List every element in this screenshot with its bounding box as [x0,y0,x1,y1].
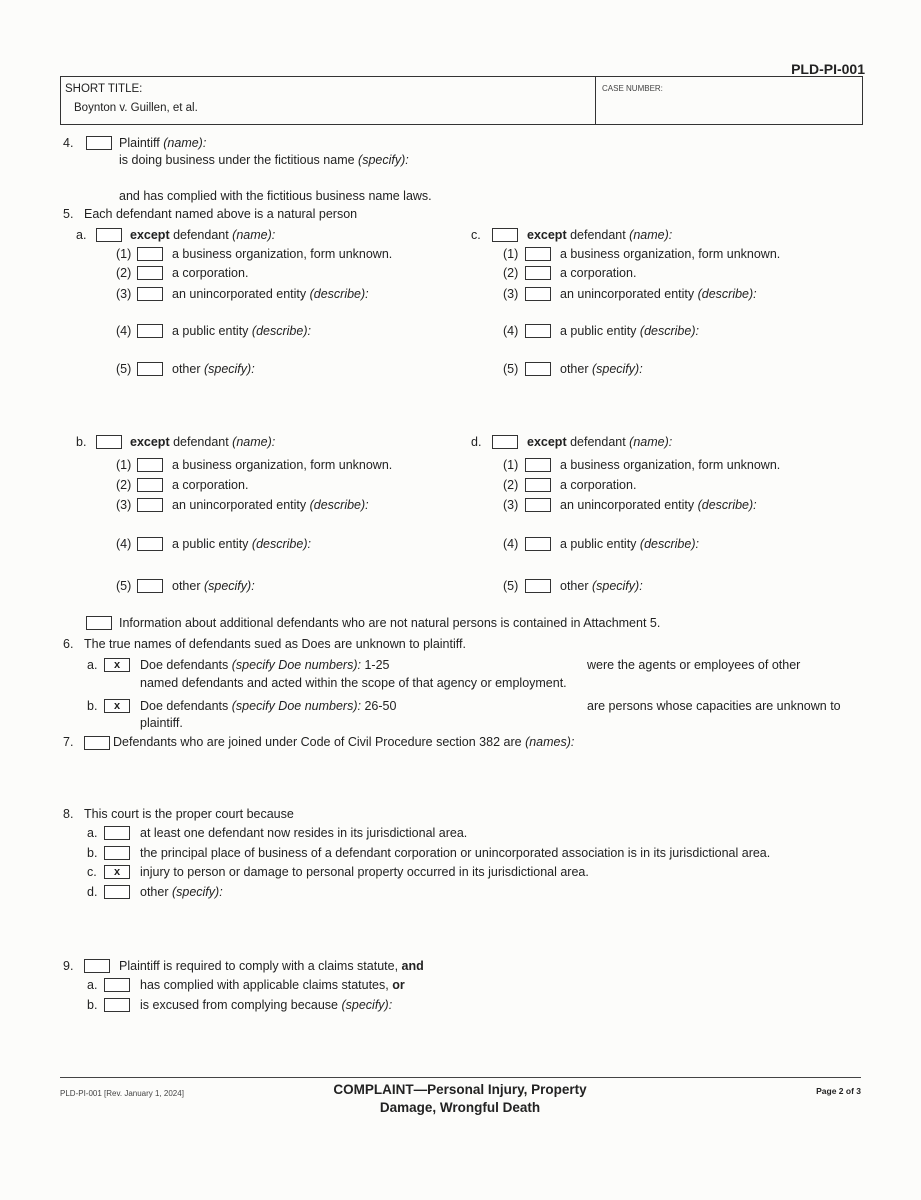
item5c-opt4-text: a public entity (describe): [560,324,699,338]
item9b-text: is excused from complying because (specify): [140,998,393,1012]
item5a-opt5-num: (5) [116,362,132,376]
item5d-opt1-text: a business organization, form unknown. [560,458,781,472]
item5b-opt4-checkbox[interactable] [137,537,163,551]
item5a-opt4-checkbox[interactable] [137,324,163,338]
item8c-letter: c. [87,865,97,879]
item5a-opt2-num: (2) [116,266,132,280]
item5c-opt5-checkbox[interactable] [525,362,551,376]
item9a-checkbox[interactable] [104,978,130,992]
item5a-opt1-text: a business organization, form unknown. [172,247,393,261]
item5a-opt2-checkbox[interactable] [137,266,163,280]
caption-box [60,76,863,125]
item5b-opt5-text: other (specify): [172,579,255,593]
item8d-text: other (specify): [140,885,223,899]
item5c-opt2-text: a corporation. [560,266,637,280]
item5b-letter: b. [76,435,87,449]
item5a-opt1-num: (1) [116,247,132,261]
item6b-text: Doe defendants (specify Doe numbers): 26-50 [140,699,397,713]
item5c-opt1-checkbox[interactable] [525,247,551,261]
item6a-checkbox[interactable]: x [104,658,130,672]
item5d-opt2-text: a corporation. [560,478,637,492]
item5b-opt4-text: a public entity (describe): [172,537,311,551]
item5d-opt5-num: (5) [503,579,519,593]
item5a-except-label: except defendant (name): [130,228,276,242]
item5d-opt2-num: (2) [503,478,519,492]
item5a-opt4-text: a public entity (describe): [172,324,311,338]
item5d-opt5-text: other (specify): [560,579,643,593]
short-title-label: SHORT TITLE: [65,83,143,95]
item5b-opt1-checkbox[interactable] [137,458,163,472]
item6a-doe-numbers[interactable]: 1-25 [364,658,390,672]
item4-num: 4. [63,136,74,150]
item8-text: This court is the proper court because [84,807,294,821]
item5c-letter: c. [471,228,481,242]
item9b-letter: b. [87,998,98,1012]
item6a-line2: named defendants and acted within the scope of that agency or employment. [140,676,567,690]
item4-checkbox[interactable] [86,136,112,150]
item5c-opt5-text: other (specify): [560,362,643,376]
item8a-letter: a. [87,826,98,840]
footer-form-rev: PLD-PI-001 [Rev. January 1, 2024] [60,1089,184,1098]
footer-rule [60,1077,861,1078]
short-title-value[interactable]: Boynton v. Guillen, et al. [74,102,198,114]
item6b-doe-numbers[interactable]: 26-50 [364,699,397,713]
item5b-except-checkbox[interactable] [96,435,122,449]
item8-num: 8. [63,807,74,821]
short-title-cell [61,77,596,124]
item5c-opt3-text: an unincorporated entity (describe): [560,287,757,301]
item8d-checkbox[interactable] [104,885,130,899]
item5-attachment-checkbox[interactable] [86,616,112,630]
item7-num: 7. [63,735,74,749]
item5a-except-checkbox[interactable] [96,228,122,242]
item5b-opt3-num: (3) [116,498,132,512]
item5b-opt2-text: a corporation. [172,478,249,492]
item9a-letter: a. [87,978,98,992]
case-number-label: CASE NUMBER: [602,84,663,93]
footer-page-number: Page 2 of 3 [816,1086,861,1096]
item5b-opt5-checkbox[interactable] [137,579,163,593]
item6b-letter: b. [87,699,98,713]
item5a-opt3-text: an unincorporated entity (describe): [172,287,369,301]
item6a-letter: a. [87,658,98,672]
item6-num: 6. [63,637,74,651]
item5d-except-checkbox[interactable] [492,435,518,449]
item5a-opt3-checkbox[interactable] [137,287,163,301]
item5b-opt3-checkbox[interactable] [137,498,163,512]
item5-num: 5. [63,207,74,221]
item5d-letter: d. [471,435,482,449]
item8d-letter: d. [87,885,98,899]
item5d-opt3-num: (3) [503,498,519,512]
item5d-opt1-checkbox[interactable] [525,458,551,472]
item5d-opt3-checkbox[interactable] [525,498,551,512]
item5d-opt4-checkbox[interactable] [525,537,551,551]
item6-text: The true names of defendants sued as Does are unknown to plaintiff. [84,637,466,651]
item5c-opt3-checkbox[interactable] [525,287,551,301]
item5b-except-label: except defendant (name): [130,435,276,449]
item9b-checkbox[interactable] [104,998,130,1012]
item5a-opt1-checkbox[interactable] [137,247,163,261]
item5d-except-label: except defendant (name): [527,435,673,449]
item7-text: Defendants who are joined under Code of Civil Procedure section 382 are (names): [113,735,575,749]
item4-line2: is doing business under the fictitious name (specify): [119,153,409,167]
item5c-opt1-text: a business organization, form unknown. [560,247,781,261]
item5b-opt1-text: a business organization, form unknown. [172,458,393,472]
item7-checkbox[interactable] [84,736,110,750]
footer-title-line2: Damage, Wrongful Death [379,1100,541,1115]
item8a-text: at least one defendant now resides in its jurisdictional area. [140,826,468,840]
item5b-opt5-num: (5) [116,579,132,593]
item5c-opt2-checkbox[interactable] [525,266,551,280]
item4-line1: Plaintiff (name): [119,136,207,150]
item5d-opt5-checkbox[interactable] [525,579,551,593]
item6b-line2: plaintiff. [140,716,183,730]
item8c-text: injury to person or damage to personal property occurred in its jurisdictional area. [140,865,589,879]
item5a-letter: a. [76,228,87,242]
item8c-checkbox[interactable]: x [104,865,130,879]
item5c-except-label: except defendant (name): [527,228,673,242]
item5d-opt1-num: (1) [503,458,519,472]
item6b-right-text: are persons whose capacities are unknown to [587,699,841,713]
item5c-opt5-num: (5) [503,362,519,376]
item5c-except-checkbox[interactable] [492,228,518,242]
item5d-opt4-num: (4) [503,537,519,551]
item9-num: 9. [63,959,74,973]
item9-checkbox[interactable] [84,959,110,973]
item5d-opt2-checkbox[interactable] [525,478,551,492]
item5c-opt2-num: (2) [503,266,519,280]
item5-attachment-text: Information about additional defendants who are not natural persons is contained in Attachment 5. [119,616,661,630]
item5b-opt2-checkbox[interactable] [137,478,163,492]
item5b-opt4-num: (4) [116,537,132,551]
footer-title [280,1081,640,1117]
item5a-opt5-text: other (specify): [172,362,255,376]
item8b-checkbox[interactable] [104,846,130,860]
item9a-text: has complied with applicable claims statutes, or [140,978,405,992]
item5b-opt3-text: an unincorporated entity (describe): [172,498,369,512]
item9-text: Plaintiff is required to comply with a claims statute, and [119,959,424,973]
item5b-opt1-num: (1) [116,458,132,472]
item5c-opt4-checkbox[interactable] [525,324,551,338]
item5a-opt4-num: (4) [116,324,132,338]
item8b-letter: b. [87,846,98,860]
item5c-opt3-num: (3) [503,287,519,301]
item5d-opt4-text: a public entity (describe): [560,537,699,551]
item5a-opt5-checkbox[interactable] [137,362,163,376]
item5c-opt1-num: (1) [503,247,519,261]
item5a-opt2-text: a corporation. [172,266,249,280]
item5d-opt3-text: an unincorporated entity (describe): [560,498,757,512]
item5-text: Each defendant named above is a natural person [84,207,358,221]
footer-title-line1: COMPLAINT—Personal Injury, Property [333,1082,587,1097]
form-id: PLD-PI-001 [791,61,865,77]
item5b-opt2-num: (2) [116,478,132,492]
item8a-checkbox[interactable] [104,826,130,840]
item5a-opt3-num: (3) [116,287,132,301]
item6a-right-text: were the agents or employees of other [587,658,801,672]
item4-line3: and has complied with the fictitious business name laws. [119,189,432,203]
item6a-text: Doe defendants (specify Doe numbers): 1-25 [140,658,390,672]
item5c-opt4-num: (4) [503,324,519,338]
item8b-text: the principal place of business of a defendant corporation or unincorporated association is in its jurisdictional area. [140,846,771,860]
item6b-checkbox[interactable]: x [104,699,130,713]
